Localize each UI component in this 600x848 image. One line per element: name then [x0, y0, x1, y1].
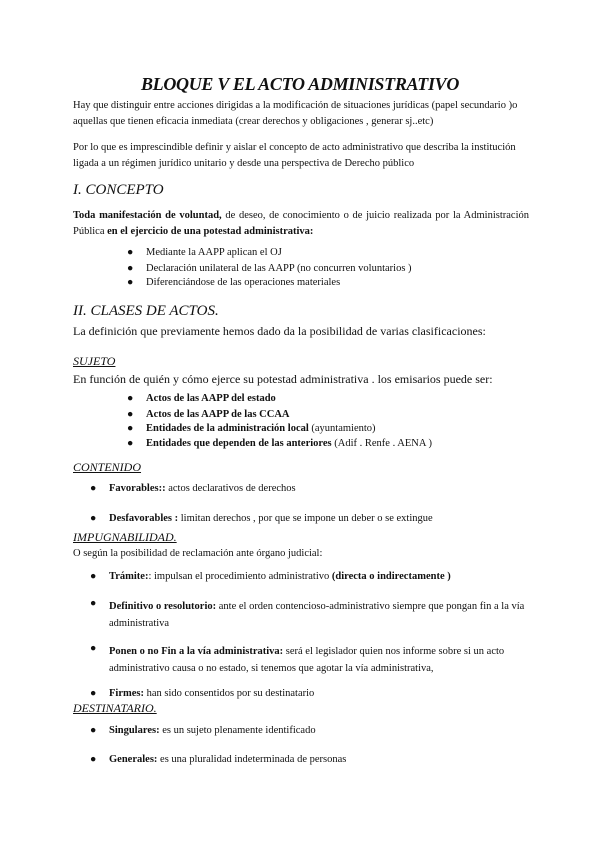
- bullet-icon: ●: [90, 688, 97, 699]
- subsection-label-destinatario: DESTINATARIO.: [73, 701, 157, 715]
- sujeto-intro: En función de quién y cómo ejerce su potestad administrativa . los emisarios puede ser:: [73, 372, 493, 386]
- subsection-label-sujeto: SUJETO: [73, 354, 116, 368]
- bullet-icon: ●: [90, 725, 97, 736]
- definition-bold-2: en el ejercicio de una potestad administrativa:: [107, 225, 314, 237]
- section-heading-concepto: I. CONCEPTO: [73, 182, 164, 198]
- bullet-icon: ●: [90, 513, 97, 524]
- bullet-icon: ●: [90, 754, 97, 765]
- bullet-icon: ●: [127, 438, 134, 449]
- intro-paragraph-1: Hay que distinguir entre acciones dirigidas a la modificación de situaciones jurídicas (papel secundario )o aquellas que tienen eficacia inmediata (crear derechos y obligaciones , generar sj..etc): [73, 100, 518, 127]
- definition-bold-1: Toda manifestación de voluntad,: [73, 210, 222, 221]
- impugnabilidad-intro: O según la posibilidad de reclamación ante órgano judicial:: [73, 548, 323, 559]
- definition-text: de deseo, de conocimiento o de juicio realizada por la Administración Pública: [73, 210, 529, 237]
- intro-paragraph-2: Por lo que es imprescindible definir y aislar el concepto de acto administrativo que describa la institución ligada a un régimen jurídico unitario y desde una perspectiva de Derecho público: [73, 142, 516, 169]
- bullet-icon: ●: [127, 423, 134, 434]
- clases-intro: La definición que previamente hemos dado da la posibilidad de varias clasificaciones:: [73, 324, 486, 338]
- bullet-icon: ●: [90, 483, 97, 494]
- subsection-label-contenido: CONTENIDO: [73, 460, 142, 474]
- bullet-icon: ●: [127, 277, 134, 288]
- bullet-icon: ●: [127, 263, 134, 274]
- bullet-icon: ●: [90, 598, 97, 609]
- subsection-label-impugnabilidad: IMPUGNABILIDAD.: [73, 530, 177, 544]
- bullet-icon: ●: [90, 571, 97, 582]
- document-page: BLOQUE V EL ACTO ADMINISTRATIVO Hay que distinguir entre acciones dirigidas a la modificación de situaciones jurídicas (papel secundario )o aquellas que tienen eficacia inmediata (crear derechos y obligaciones , generar sj..etc) Por lo que es imprescindible definir y aislar el concepto de acto administrativo que describa la institución ligada a un régimen jurídico unitario y desde una perspectiva de Derecho público I. CONCEPTO Toda manifestación de voluntad, de deseo, de conocimiento o de juicio realizada por la Administración Pública en el ejercicio de una potestad administrativa: ● Mediante la AAPP aplican el OJ ● Declaración unilateral de las AAPP (no concurren voluntarios ) ● Diferenciándose de las operaciones materiales II. CLASES DE ACTOS. La definición que previamente hemos dado da la posibilidad de varias clasificaciones: SUJETO En función de quién y cómo ejerce su potestad administrativa . los emisarios puede ser: ● Actos de las AAPP del estado ● Actos de las AAPP de las CCAA ● Entidades de la administración local (ayuntamiento) ● Entidades que dependen de las anteriores (Adif . Renfe . AENA ) CONTENIDO ● Favorables:: actos declarativos de derechos ● Desfavorables : limitan derechos , por que se impone un deber o se extingue IMPUGNABILIDAD. O según la posibilidad de reclamación ante órgano judicial: ● Trámite:: impulsan el procedimiento administrativo (directa o indirectamente ) ● Definitivo o resolutorio: ante el orden contencioso-administrativo siempre que pongan fin a la vía administrativa ● Ponen o no Fin a la vía administrativa: será el legislador quien nos informe sobre si un acto administrativo causa o no estado, si tenemos que agotar la vía administrativa, ● Firmes: han sido consentidos por su destinatario DESTINATARIO. ● Singulares: es un sujeto plenamente identificado ● Generales: es una pluralidad indeterminada de personas: [0, 0, 600, 848]
- document-title: BLOQUE V EL ACTO ADMINISTRATIVO: [140, 74, 460, 94]
- bullet-icon: ●: [127, 409, 134, 420]
- bullet-icon: ●: [90, 643, 97, 654]
- section-heading-clases: II. CLASES DE ACTOS.: [73, 303, 219, 319]
- concepto-definition: [73, 208, 529, 239]
- bullet-icon: ●: [127, 247, 134, 258]
- bullet-icon: ●: [127, 393, 134, 404]
